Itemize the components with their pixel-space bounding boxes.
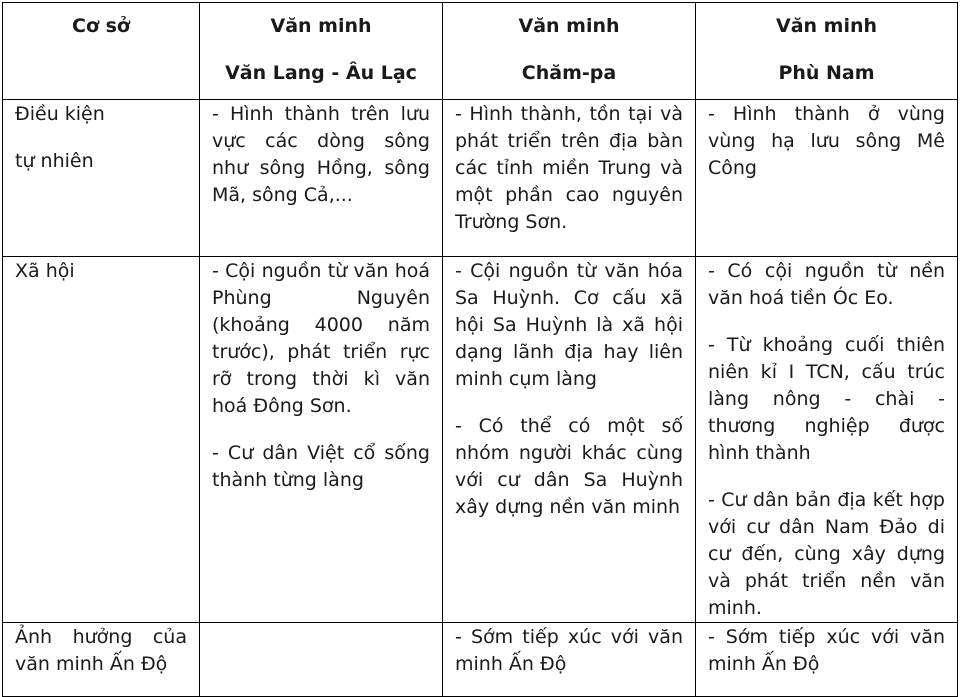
cell-paragraph: - Từ khoảng cuối thiên niên kỉ I TCN, cấu trúc làng nông - chài - thương nghiệp được hình thành xyxy=(708,334,945,464)
row-society xyxy=(3,257,958,623)
cell-phu-nam xyxy=(696,257,958,623)
cell-paragraph: - Cư dân Việt cổ sống thành từng làng xyxy=(212,442,430,491)
header-line: Phù Nam xyxy=(778,62,875,84)
cell-paragraph: - Cội nguồn từ văn hóa Sa Huỳnh. Cơ cấu xã hội Sa Huỳnh là xã hội dạng lãnh địa hay liên minh cụm làng xyxy=(455,260,683,390)
header-van-lang xyxy=(200,3,443,100)
cell-paragraph: - Cội nguồn từ văn hoá Phùng Nguyên (khoảng 4000 năm trước), phát triển rực rỡ trong thời kì văn hoá Đông Sơn. xyxy=(212,260,430,417)
row-label xyxy=(3,100,200,257)
row-label-line: tự nhiên xyxy=(15,150,94,172)
cell-phu-nam xyxy=(696,623,958,697)
cell-paragraph: - Có thể có một số nhóm người khác cùng với cư dân Sa Huỳnh xây dựng nền văn minh xyxy=(455,415,683,518)
cell-paragraph: - Cư dân bản địa kết hợp với cư dân Nam Đảo di cư đến, cùng xây dựng và phát triển nền văn minh. xyxy=(708,489,945,619)
header-line: Cơ sở xyxy=(72,15,130,37)
row-indian-influence xyxy=(3,623,958,697)
row-label-line: Ảnh hưởng của văn minh Ấn Độ xyxy=(15,626,187,675)
header-line: Chăm-pa xyxy=(521,62,617,84)
cell-paragraph: - Có cội nguồn từ nền văn hoá tiền Óc Eo. xyxy=(708,260,945,309)
header-phu-nam xyxy=(696,3,958,100)
header-line: Văn minh xyxy=(518,15,620,37)
cell-phu-nam xyxy=(696,100,958,257)
header-line: Văn Lang - Âu Lạc xyxy=(225,62,417,84)
cell-champa xyxy=(443,623,696,697)
cell-paragraph: - Sớm tiếp xúc với văn minh Ấn Độ xyxy=(708,626,945,675)
cell-paragraph: - Hình thành, tồn tại và phát triển trên địa bàn các tỉnh miền Trung và một phần cao nguyên Trường Sơn. xyxy=(455,103,683,233)
row-label-line: Xã hội xyxy=(15,260,75,282)
row-label xyxy=(3,623,200,697)
cell-van-lang xyxy=(200,623,443,697)
cell-van-lang xyxy=(200,257,443,623)
row-label-line: Điều kiện xyxy=(15,103,105,125)
cell-van-lang xyxy=(200,100,443,257)
row-label xyxy=(3,257,200,623)
header-line: Văn minh xyxy=(270,15,372,37)
row-natural-conditions xyxy=(3,100,958,257)
cell-champa xyxy=(443,100,696,257)
cell-paragraph: - Sớm tiếp xúc với văn minh Ấn Độ xyxy=(455,626,683,675)
cell-paragraph: - Hình thành ở vùng vùng hạ lưu sông Mê Công xyxy=(708,103,945,179)
cell-paragraph: - Hình thành trên lưu vực các dòng sông như sông Hồng, sông Mã, sông Cả,... xyxy=(212,103,430,206)
header-row xyxy=(3,3,958,100)
header-line: Văn minh xyxy=(775,15,878,37)
cell-champa xyxy=(443,257,696,623)
comparison-table xyxy=(2,2,958,697)
header-basis xyxy=(3,3,200,100)
header-champa xyxy=(443,3,696,100)
